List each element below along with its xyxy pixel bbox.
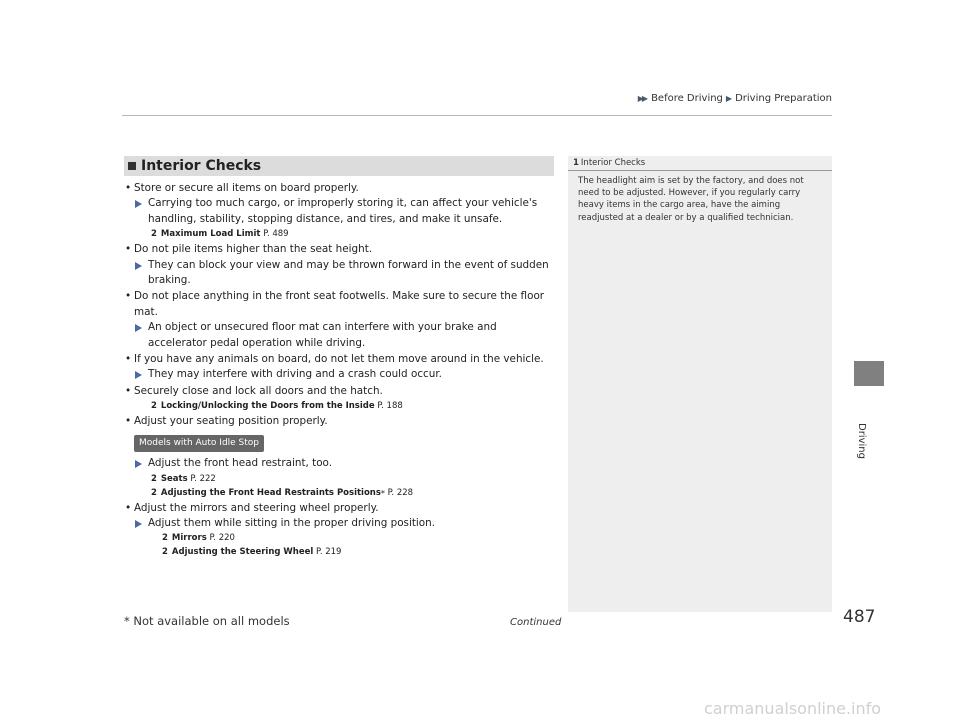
sub-item [124, 516, 556, 531]
list-item: • If you have any animals on board, do not let them move around in the vehicle. [124, 352, 556, 367]
list-item: • Store or secure all items on board properly. [124, 181, 556, 196]
cross-reference[interactable] [124, 532, 556, 545]
arrow-icon [135, 262, 142, 270]
breadcrumb-arrow-icon: ▶ [725, 94, 731, 103]
reference-icon: 2 [151, 401, 157, 412]
reference-icon: 2 [162, 533, 168, 544]
page-number: 487 [843, 607, 876, 627]
side-note-header [568, 156, 832, 168]
reference-page: P. 222 [190, 473, 216, 484]
sub-item-text: An object or unsecured floor mat can interfere with your brake and accelerator pedal operation while driving. [148, 321, 497, 349]
reference-title[interactable]: Seats [160, 473, 188, 484]
sub-item [124, 196, 556, 227]
breadcrumb-item[interactable]: Driving Preparation [735, 93, 832, 104]
reference-title[interactable]: Adjusting the Steering Wheel [171, 547, 314, 558]
sub-item [124, 320, 556, 351]
arrow-icon [135, 200, 142, 208]
list-item: • Do not pile items higher than the seat height. [124, 242, 556, 257]
reference-page: P. 228 [387, 487, 414, 498]
main-content [124, 180, 556, 559]
reference-title[interactable]: Maximum Load Limit [160, 229, 261, 240]
sub-item [124, 258, 556, 289]
chapter-label: Driving [856, 423, 867, 459]
arrow-icon [135, 371, 142, 379]
sub-item [124, 367, 556, 382]
sub-item-text: They can block your view and may be thrown forward in the event of sudden braking. [148, 258, 549, 287]
arrow-icon [135, 460, 142, 468]
note-number-icon: 1 [573, 158, 579, 168]
arrow-icon [135, 520, 142, 528]
reference-icon: 2 [151, 487, 157, 498]
models-badge: Models with Auto Idle Stop [134, 435, 264, 452]
reference-icon: 2 [162, 547, 168, 558]
reference-title[interactable]: Adjusting the Front Head Restraints Positions [160, 487, 381, 498]
cross-reference[interactable] [124, 228, 556, 241]
reference-page: P. 188 [377, 401, 403, 412]
footnote: * Not available on all models [124, 614, 290, 628]
sub-item-text: Adjust the front head restraint, too. [148, 457, 333, 470]
reference-page: P. 489 [263, 229, 289, 240]
reference-page: P. 220 [209, 533, 235, 544]
sub-item-text: They may interfere with driving and a crash could occur. [148, 368, 442, 381]
list-item: • Adjust the mirrors and steering wheel properly. [124, 501, 556, 516]
breadcrumb-arrow-icon: ▶▶ [637, 94, 647, 103]
arrow-icon [135, 324, 142, 332]
side-note-text: The headlight aim is set by the factory, and does not need to be adjusted. However, if you regularly carry heavy items in the cargo area, have the aiming readjusted at a dealer or by a qualified technician. [578, 176, 804, 223]
header-divider [122, 115, 832, 116]
sub-item-text: Adjust them while sitting in the proper driving position. [148, 516, 436, 529]
cross-reference[interactable] [124, 546, 556, 559]
side-note-panel [568, 156, 832, 612]
reference-title[interactable]: Locking/Unlocking the Doors from the Inside [160, 401, 375, 412]
section-header [124, 156, 554, 176]
reference-icon: 2 [151, 229, 157, 240]
cross-reference[interactable] [124, 473, 556, 486]
section-square-icon [128, 162, 136, 170]
cross-reference[interactable] [124, 400, 556, 413]
sub-item [124, 456, 556, 471]
chapter-tab[interactable] [854, 361, 884, 386]
breadcrumb-item[interactable]: Before Driving [651, 93, 723, 104]
sub-item-text: Carrying too much cargo, or improperly storing it, can affect your vehicle's handling, stability, stopping distance, and tires, and make it unsafe. [148, 197, 538, 225]
reference-icon: 2 [151, 473, 157, 484]
watermark: carmanualsonline.info [704, 699, 882, 718]
cross-reference[interactable] [124, 487, 556, 500]
reference-page: P. 219 [316, 547, 342, 558]
continued-label: Continued [510, 617, 562, 628]
asterisk-mark: * [380, 488, 385, 498]
side-note-title: Interior Checks [580, 158, 646, 168]
list-item: • Do not place anything in the front seat footwells. Make sure to secure the floor mat. [124, 289, 556, 320]
breadcrumb [638, 93, 832, 104]
reference-title[interactable]: Mirrors [171, 533, 207, 544]
list-item: • Adjust your seating position properly. [124, 414, 556, 429]
list-item: • Securely close and lock all doors and the hatch. [124, 384, 556, 399]
section-title: Interior Checks [141, 158, 262, 174]
